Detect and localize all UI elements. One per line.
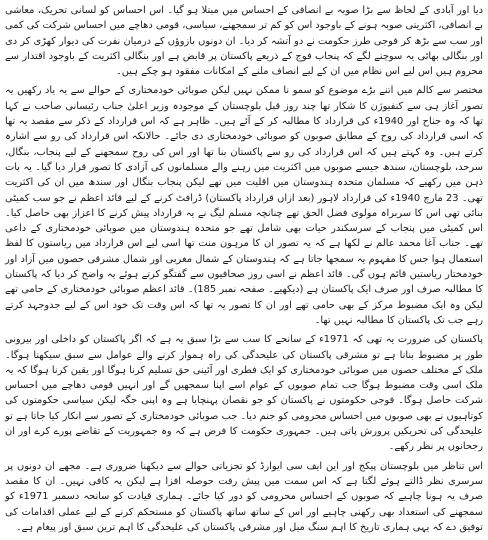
paragraph-3: پاکستان کی ضرورت یہ تھی کہ 1971ء کے سانحے کا سب سے بڑا سبق یہ ہے کہ اگر پاکستان کو داخلی اور بیرونی طور پر مضبوط بنانا ہے تو مشرقی پاکستان کی علیحدگی کی راہ ہموار کرنے والے عوامل سے سبق سیکھنا ہوگا۔ ملک کے مختلف حصوں میں صوبائی خودمختاری کو ایک فطری اور آئینی حق تسلیم کرنا ہوگا اور یقین کرنا ہوگا کہ یہ ملک اسی وقت مضبوط ہوگا جب تمام صوبوں کے عوام اسے اپنا سمجھیں گے اور انہیں قومی دھاچے میں احساس شرکت حاصل ہوگا۔ فوجی حکومتوں نے پاکستان کو جو نقصان پہنچایا ہے وہ اپنی جگہ لیکن سیاسی حکومتوں کی کوتاہیوں نے بھی صوبوں میں احساس محرومی کو جنم دیا۔ جب صوبائی خودمختاری کے تصور سے انکار کیا جاتا ہے تو علیحدگی کی تحریکیں پرورش پاتی ہیں۔ جمہوری حکومت کا فرض ہے کہ وہ جمہوریت کے تقاضے پورے کرے اور ان رجحانوں پر نظر رکھے۔: [5, 334, 483, 453]
paragraph-2: مختصر سے کالم میں اتنے بڑے موضوع کو سمو نا ممکن نہیں لیکن صوبائی خودمختاری کے حوالے سے یہ یاد رکھیں یہ تصور آغاز ہی سے کنفیوژن کا شکار تھا چند روز قبل بلوچستان کے موجودہ وزیر اعلیٰ جناب رئیسانی صاحب نے کہا تھا کہ وہ جناح اور 1940ء کی قرارداد کا مطالبہ کر کے آئے ہیں۔ ظاہر ہے کہ اس قرارداد کے ذکر سے مقصد یہ تھا کہ اسی قرارداد کی روح کے مطابق صوبوں کو صوبائی خودمختاری دی جائے۔ حالانکہ اس قرارداد کی رو سے اشارہ کرتے ہیں۔ وہ کہتے ہیں کہ اس قرارداد کی رو سے پاکستان بنا تھا اور اس کی روح سمجھنے کے لیے پنجاب، بنگال، سرحد، بلوچستان، سندھ جیسے صوبوں میں اکثریت میں رہنے والے مسلمانوں کی آزادی کا تصور قرار دیا گیا۔ یہ بات ذہن میں رکھیے کہ مسلمان متحدہ ہندوستان میں اقلیت میں تھے لیکن پنجاب بنگال اور سندھ میں ان کی اکثریت تھی۔ 23 مارچ 1940ء کی قرارداد لاہور (بعد ازاں قرارداد پاکستان) ڈرافٹ کرنے کے لیے قائد اعظم نے جو سب کمیٹی بنائی تھی اس کا سربراہ مولوی فضل الحق تھے چنانچہ مسلم لیگ نے یہ قرارداد پیش کرنے کا اعزاز بھی حاصل کیا۔ اس کمیٹی میں پنجاب کے سرسکندر حیات بھی شامل تھے جو متحدہ ہندوستان میں صوبائی خودمختاری کے داعی تھے۔ جناب آغا محمد عالم نے لکھا ہے کہ یہ تصور ان کا مرہون منت تھا اسی لیے اس قرارداد میں ریاستوں کا لفظ استعمال ہوا جس کا مفہوم یہ سمجھا جاتا ہے کہ ہندوستان کے شمال مغربی اور شمال مشرقی حصوں میں آزاد اور خودمختار ریاستیں قائم ہوں گی۔ قائد اعظم نے اسی روز صحافیوں سے گفتگو کرتے ہوئے یہ واضح کر دیا کہ پاکستان کا مطالبہ صرف اور صرف ایک پاکستان ہے (دیکھیے۔ صفحہ نمبر 185)۔ قائد اعظم صوبائی خودمختاری کے حامی تھے لیکن وہ ایک مضبوط مرکز کے بھی حامی تھے اور ان کا تصور یہ تھا کہ اس وقت تک خود اس کے لیے جدوجہد کرتے رہے جب تک پاکستان کا مطالبہ نہیں تھا۔: [5, 85, 483, 326]
paragraph-1: دیا اور آبادی کے لحاظ سے بڑا صوبہ بے انصافی کے احساس میں مبتلا ہو گیا۔ اس احساس کو لسانی تحریک، معاشی بے انصافی، اکثریتی صوبہ ہونے کے باوجود اس کو کم تر سمجھنے، سیاسی، قومی دھاچے میں احساس شرکت کی کمی اور سب سے بڑھ کر فوجی طرز حکومت نے دو آتشہ کر دیا۔ ان دونوں بازوؤں کے درمیان نفرت کی دیوار کھڑی کر دی اور بنگالی بھائی یہ سوچنے لگے کہ پنجاب فوج کے ذریعے پاکستان پر قابض ہے اور بنگالی اکثریت کے باوجود اقتدار سے محروم ہیں اس لیے اس نظام میں ان کے لیے انصاف ملنے کے امکانات مفقود ہو چکے ہیں۔: [5, 5, 483, 78]
paragraph-4: اس تناظر میں بلوچستان پیکج اور این ایف سی ایوارڈ کو تجزیاتی حوالے سے دیکھنا ضروری ہے۔ مجھے ان دونوں پر سرسری نظر ڈالتے ہوئے لگتا ہے کہ اس سمت میں پیش رفت حوصلہ افزا ہے لیکن یہ کافی نہیں۔ ان کا مقصد صرف یہ ہونا چاہیے کہ صوبوں کے احساس محرومی کو دور کیا جائے۔ ہماری قیادت کو سانحہ دسمبر 1971ء کو سمجھنے کی استعداد بھی رکھنی چاہیے اور اس کے ساتھ ساتھ پاکستان کو مستحکم کرنے کے لیے عملی اقدامات کی توفیق دے کہ یہی ہماری تاریخ کا اہم سنگ میل اور مشرقی پاکستان کی علیحدگی کا اہم ترین سبق اور پیغام ہے۔: [5, 460, 483, 533]
